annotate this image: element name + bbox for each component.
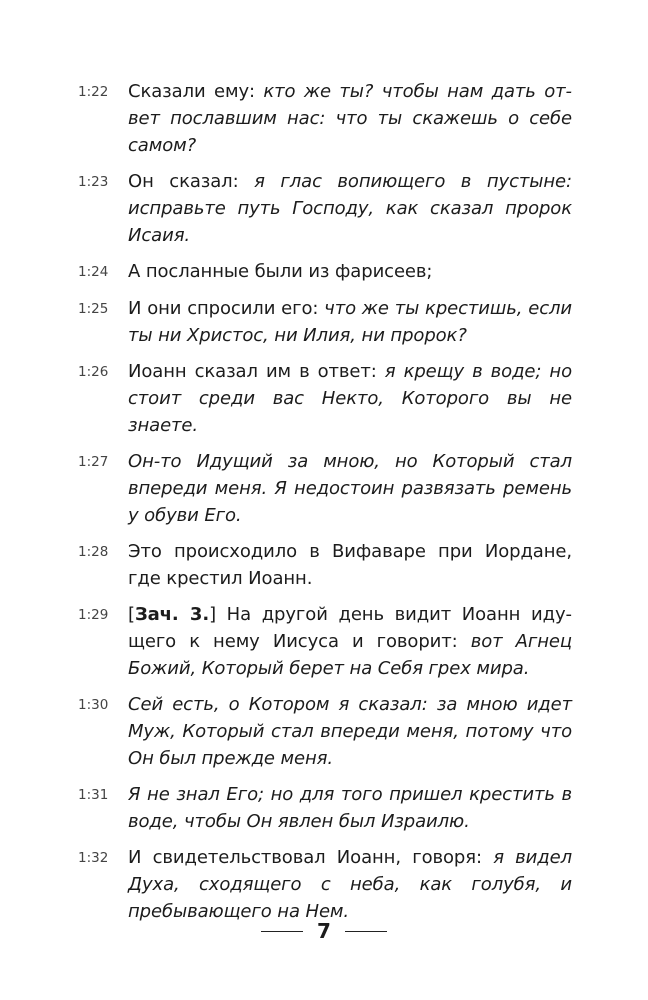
verse-number: 1:22 bbox=[78, 84, 109, 100]
verse-text-run: [ bbox=[128, 604, 135, 625]
verse-text-run: Я не знал Его; но для того пришел крестить в воде, чтобы Он явлен был Израилю. bbox=[128, 784, 572, 832]
verse-text bbox=[128, 844, 572, 925]
verse-text bbox=[128, 358, 572, 439]
verse-text-run: я крещу в воде; но стоит среди вас Некто, Которого вы не знаете. bbox=[128, 361, 572, 436]
verse-text-run: я видел Духа, сходящего с неба, как голубя, и пребывающего на Нем. bbox=[128, 847, 572, 922]
verse-1-32 bbox=[78, 844, 572, 925]
footer-rule-right bbox=[345, 931, 387, 932]
verse-number: 1:29 bbox=[78, 607, 109, 623]
verse-number: 1:23 bbox=[78, 174, 109, 190]
verse-text bbox=[128, 168, 572, 249]
verse-1-26 bbox=[78, 358, 572, 439]
verse-text bbox=[128, 295, 572, 349]
verse-text bbox=[128, 78, 572, 159]
verse-number: 1:27 bbox=[78, 454, 109, 470]
reading-marker: Зач. 3. bbox=[134, 604, 210, 625]
verse-number: 1:24 bbox=[78, 264, 109, 280]
verse-text bbox=[128, 448, 572, 529]
verse-list bbox=[78, 78, 572, 934]
verse-text-run: И они спросили его: bbox=[128, 298, 325, 319]
page-footer bbox=[0, 916, 648, 946]
verse-1-29 bbox=[78, 601, 572, 682]
verse-1-22 bbox=[78, 78, 572, 159]
verse-text-run: Он сказал: bbox=[128, 171, 255, 192]
verse-text-run: А посланные были из фарисеев; bbox=[128, 261, 433, 282]
verse-text bbox=[128, 781, 572, 835]
verse-text-run: что же ты крестишь, если ты ни Христос, ни Илия, ни пророк? bbox=[128, 298, 572, 346]
verse-text bbox=[128, 691, 572, 772]
verse-1-24 bbox=[78, 258, 572, 286]
verse-number: 1:31 bbox=[78, 787, 109, 803]
verse-number: 1:25 bbox=[78, 301, 109, 317]
footer-rule-left bbox=[261, 931, 303, 932]
verse-text-run: Сей есть, о Котором я сказал: за мною идет Муж, Который стал впереди меня, потому что Он был прежде меня. bbox=[128, 694, 572, 769]
verse-1-23 bbox=[78, 168, 572, 249]
verse-text-run: я глас вопиющего в пустыне: исправьте путь Господу, как сказал пророк Исаия. bbox=[128, 171, 572, 246]
verse-1-27 bbox=[78, 448, 572, 529]
verse-1-31 bbox=[78, 781, 572, 835]
verse-number: 1:32 bbox=[78, 850, 109, 866]
page-number: 7 bbox=[317, 919, 331, 943]
verse-number: 1:26 bbox=[78, 364, 109, 380]
verse-text-run: кто же ты? чтобы нам дать ответ пославшим нас: что ты скажешь о себе самом? bbox=[128, 81, 572, 156]
verse-text bbox=[128, 258, 572, 285]
verse-1-30 bbox=[78, 691, 572, 772]
verse-number: 1:28 bbox=[78, 544, 109, 560]
verse-text-run: Это происходило в Вифаваре при Иордане, где крестил Иоанн. bbox=[128, 541, 572, 589]
verse-text bbox=[128, 601, 572, 682]
verse-text-run: Сказали ему: bbox=[128, 81, 264, 102]
verse-1-25 bbox=[78, 295, 572, 349]
verse-text-run: И свидетельствовал Иоанн, говоря: bbox=[128, 847, 494, 868]
verse-1-28 bbox=[78, 538, 572, 592]
verse-number: 1:30 bbox=[78, 697, 109, 713]
verse-text-run: Иоанн сказал им в ответ: bbox=[128, 361, 385, 382]
verse-text-run: Он-то Идущий за мною, но Который стал впереди меня. Я недостоин развязать ремень у обуви Его. bbox=[128, 451, 572, 526]
verse-text-run: вот Агнец Божий, Который берет на Себя грех мира. bbox=[128, 631, 572, 679]
verse-text-run: ] На другой день видит Иоанн идущего к нему Иисуса и говорит: bbox=[128, 604, 572, 652]
verse-text bbox=[128, 538, 572, 592]
